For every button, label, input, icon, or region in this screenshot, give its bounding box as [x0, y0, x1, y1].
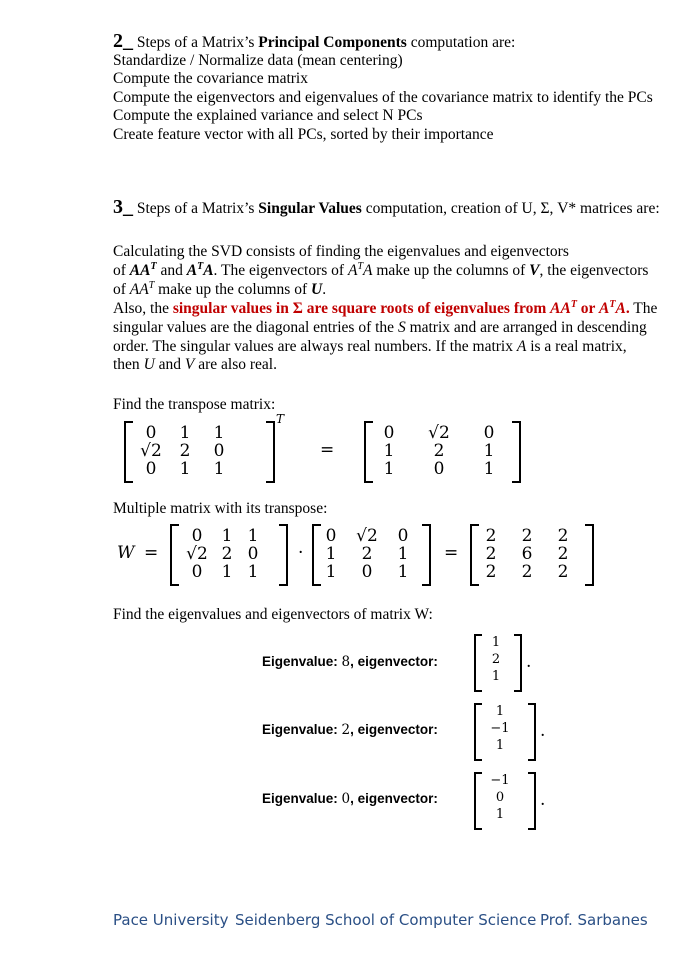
- section2-step: Compute the covariance matrix: [113, 70, 308, 87]
- vector-bracket-right: [514, 634, 522, 692]
- eigen-row: Eigenvalue: 8, eigenvector:: [262, 654, 438, 670]
- equals-sign: =: [320, 440, 335, 460]
- matrix-bracket-right: [279, 524, 288, 586]
- transpose-superscript: T: [276, 412, 285, 426]
- matrix-bracket-right: [512, 421, 521, 483]
- w-symbol: W: [117, 543, 135, 563]
- section2-step: Standardize / Normalize data (mean centering): [113, 52, 403, 69]
- period: .: [540, 790, 546, 810]
- eigen-row: Eigenvalue: 0, eigenvector:: [262, 791, 438, 807]
- transpose-label: Find the transpose matrix:: [113, 396, 276, 413]
- section3-number: 3_: [113, 196, 133, 218]
- svd-paragraph-line: order. The singular values are always real numbers. If the matrix A is a real matrix,: [113, 338, 627, 355]
- vector-bracket-left: [474, 772, 482, 830]
- svd-paragraph-line: Calculating the SVD consists of finding the eigenvalues and eigenvectors: [113, 243, 569, 260]
- vector-bracket-right: [528, 703, 536, 761]
- matrix-bracket-left: [124, 421, 133, 483]
- period: .: [540, 721, 546, 741]
- eigen-label: Find the eigenvalues and eigenvectors of matrix W:: [113, 606, 433, 623]
- section2-step: Compute the explained variance and select N PCs: [113, 107, 423, 124]
- multiply-label: Multiple matrix with its transpose:: [113, 500, 328, 517]
- matrix-bracket-right: [266, 421, 275, 483]
- svd-paragraph-line: singular values are the diagonal entries of the S matrix and are arranged in descending: [113, 319, 647, 336]
- section2-step: Create feature vector with all PCs, sorted by their importance: [113, 126, 494, 143]
- matrix-bracket-right: [422, 524, 431, 586]
- equals-sign: =: [144, 543, 159, 563]
- svd-paragraph-line: of $AA^T$ make up the columns of U.: [113, 279, 327, 298]
- footer-professor: Prof. Sarbanes: [540, 911, 648, 929]
- svd-paragraph-line: Also, the singular values in Σ are square roots of eigenvalues from $AA^T$ or $A^TA$. The: [113, 298, 658, 317]
- section2-number: 2_: [113, 30, 133, 52]
- equals-sign: =: [444, 543, 459, 563]
- period: .: [526, 652, 532, 672]
- multiply-dot: ·: [298, 543, 304, 563]
- vector-bracket-right: [528, 772, 536, 830]
- svd-paragraph-line: of $AA^T$ and $A^TA$. The eigenvectors of $A^TA$ make up the columns of V, the eigenvectors: [113, 260, 649, 279]
- vector-bracket-left: [474, 703, 482, 761]
- matrix-bracket-left: [170, 524, 179, 586]
- matrix-bracket-right: [585, 524, 594, 586]
- section3-heading: 3_ Steps of a Matrix’s Singular Values computation, creation of U, Σ, V* matrices are:: [113, 196, 660, 218]
- footer-university: Pace University: [113, 911, 229, 929]
- eigen-row: Eigenvalue: 2, eigenvector:: [262, 722, 438, 738]
- section2-step: Compute the eigenvectors and eigenvalues of the covariance matrix to identify the PCs: [113, 89, 653, 106]
- footer-school: Seidenberg School of Computer Science: [235, 911, 537, 929]
- section2-heading: 2_ Steps of a Matrix’s Principal Components computation are:: [113, 30, 516, 52]
- page: 2_ Steps of a Matrix’s Principal Components computation are: Standardize / Normalize data (mean centering) Compute the covariance matrix Compute the eigenvectors and eigenvalues of the covariance matrix to identify the PCs Compute the explained variance and select N PCs Create feature vector with all PCs, sorted by their importance 3_ Steps of a Matrix’s Singular Values computation, creation of U, Σ, V* matrices are: Calculating the SVD consists of finding the eigenvalues and eigenvectors of $AA^T$ and $A^TA$. The eigenvectors of $A^TA$ make up the columns of V, the eigenvectors of $AA^T$ make up the columns of U. Also, the singular values in Σ are square roots of eigenvalues from $AA^T$ or $A^TA$. The singular values are the diagonal entries of the S matrix and are arranged in descending order. The singular values are always real numbers. If the matrix A is a real matrix, then U and V are also real. Find the transpose matrix: 0 1 1 √2 2 0 0 1 1 T = 0 √2 0 1 2 1 1 0 1 Multiple matrix with its transpose: W = 0 1 1 √2 2 0 0 1 1 · 0 √2 0 1 2 1 1 0 1 = 2 2 2 2 6 2 2 2 2 Find the eigenvalues and eigenvectors of matrix W: Eigenvalue: 8, eigenvector: 1 2 1 . Eigenvalue: 2, eigenvector: 1 −1 1 . Eigenvalue: 0, eigenvector: −1 0 1 . Pace University Seidenberg School of Computer Science Prof. Sarbanes: [113, 30, 660, 929]
- svd-paragraph-line: then U and V are also real.: [113, 356, 277, 373]
